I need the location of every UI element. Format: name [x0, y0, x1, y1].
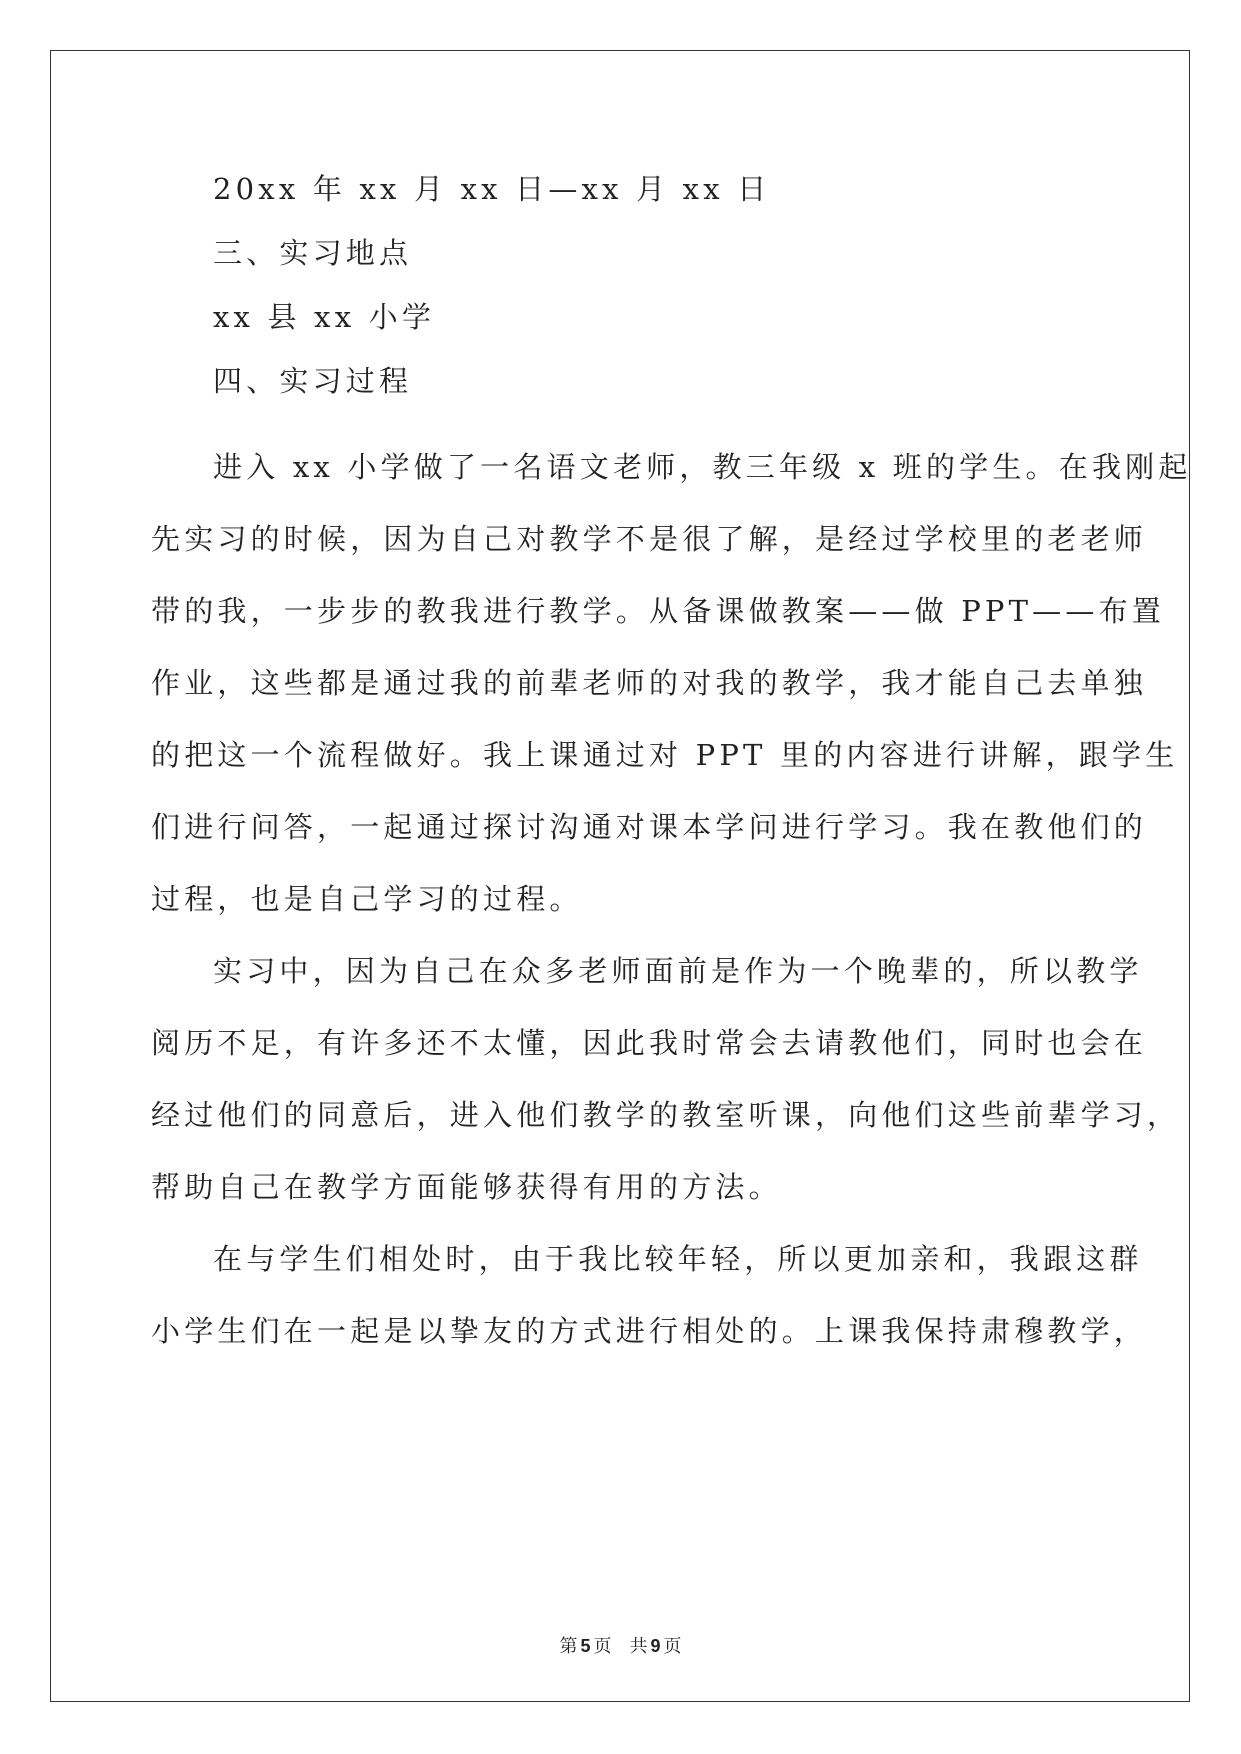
- paragraph-1-line-1: 进入 xx 小学做了一名语文老师，教三年级 x 班的学生。在我刚起: [213, 450, 1192, 484]
- total-pages: 9: [650, 1636, 661, 1656]
- page-footer: [0, 1632, 1241, 1658]
- paragraph-2-line-3: 经过他们的同意后，进入他们教学的教室听课，向他们这些前辈学习，: [151, 1098, 1181, 1132]
- paragraph-1-line-4: 作业，这些都是通过我的前辈老师的对我的教学，我才能自己去单独: [151, 666, 1148, 700]
- page-prefix: 第: [559, 1636, 578, 1657]
- paragraph-1-line-7: 过程，也是自己学习的过程。: [151, 882, 583, 916]
- section-heading-process: 四、实习过程: [213, 364, 413, 398]
- total-prefix: 共: [629, 1636, 648, 1657]
- total-suffix: 页: [663, 1636, 682, 1657]
- paragraph-2-line-4: 帮助自己在教学方面能够获得有用的方法。: [151, 1170, 782, 1204]
- paragraph-2-line-1: 实习中，因为自己在众多老师面前是作为一个晚辈的，所以教学: [213, 954, 1143, 988]
- paragraph-1-line-3: 带的我，一步步的教我进行教学。从备课做教案——做 PPT——布置: [151, 594, 1165, 628]
- paragraph-2-line-2: 阅历不足，有许多还不太懂，因此我时常会去请教他们，同时也会在: [151, 1026, 1148, 1060]
- section-heading-location: 三、实习地点: [213, 236, 413, 270]
- page-number: 5: [580, 1636, 591, 1656]
- paragraph-3-line-1: 在与学生们相处时，由于我比较年轻，所以更加亲和，我跟这群: [213, 1242, 1143, 1276]
- date-range-line: 20xx 年 xx 月 xx 日—xx 月 xx 日: [213, 172, 771, 206]
- location-line: xx 县 xx 小学: [213, 300, 436, 334]
- page-suffix: 页: [593, 1636, 612, 1657]
- paragraph-1-line-6: 们进行问答，一起通过探讨沟通对课本学问进行学习。我在教他们的: [151, 810, 1148, 844]
- paragraph-1-line-2: 先实习的时候，因为自己对教学不是很了解，是经过学校里的老老师: [151, 522, 1148, 556]
- paragraph-3-line-2: 小学生们在一起是以挚友的方式进行相处的。上课我保持肃穆教学，: [151, 1314, 1148, 1348]
- paragraph-1-line-5: 的把这一个流程做好。我上课通过对 PPT 里的内容进行讲解，跟学生: [151, 738, 1179, 772]
